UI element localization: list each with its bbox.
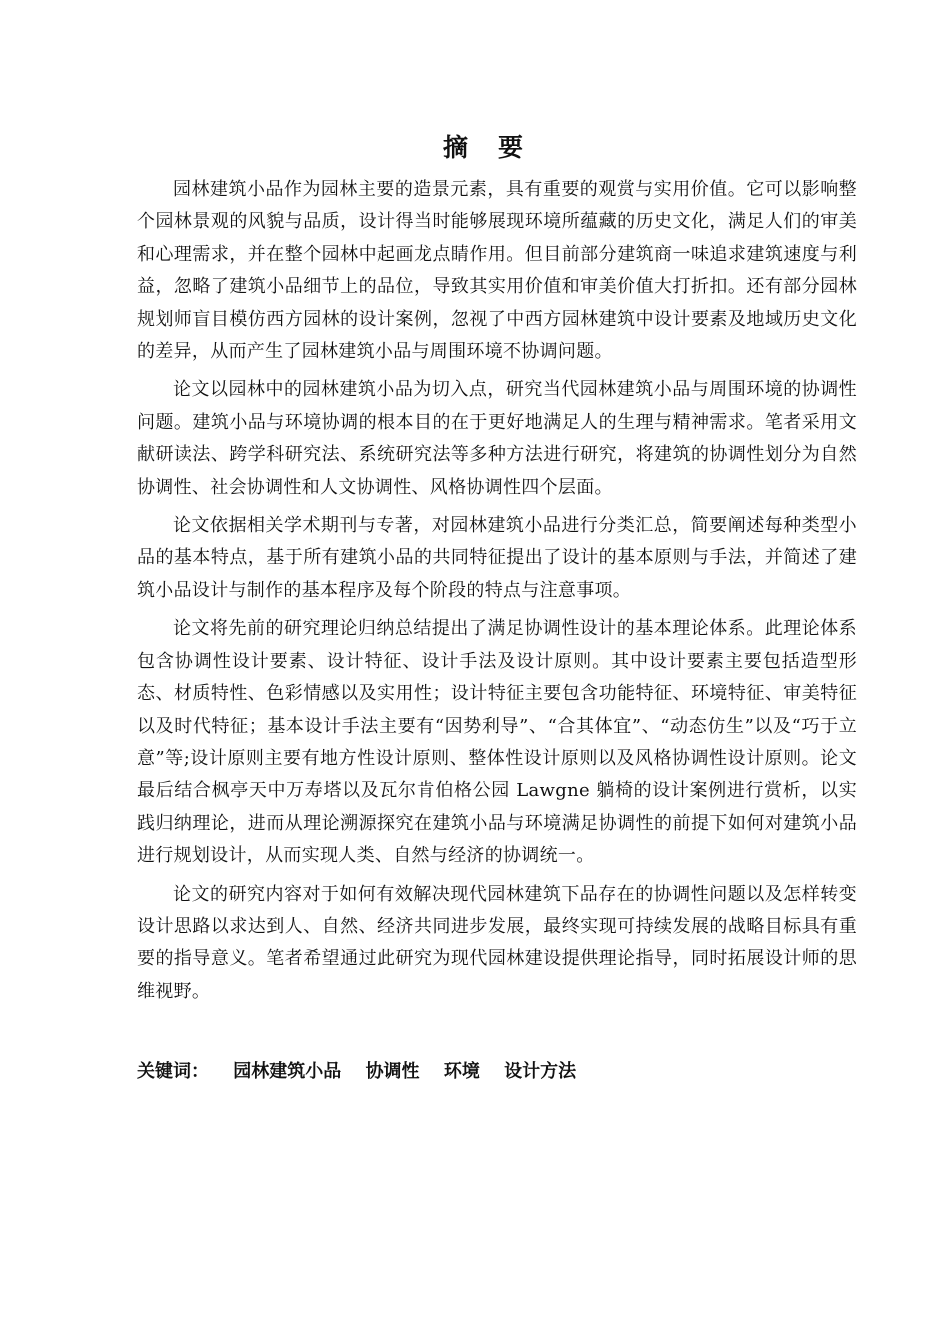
keyword-item: 环境 <box>443 1061 480 1082</box>
abstract-paragraph: 论文的研究内容对于如何有效解决现代园林建筑下品存在的协调性问题以及怎样转变设计思路以求达到人、自然、经济共同进步发展，最终实现可持续发展的战略目标具有重要的指导意义。笔者希望通过此研究为现代园林建设提供理论指导，同时拓展设计师的思维视野。 <box>137 883 857 1002</box>
abstract-paragraph: 论文将先前的研究理论归纳总结提出了满足协调性设计的基本理论体系。此理论体系包含协调性设计要素、设计特征、设计手法及设计原则。其中设计要素主要包括造型形态、材质特性、色彩情感以及实用性；设计特征主要包含功能特征、环境特征、审美特征以及时代特征；基本设计手法主要有“因势利导”、“合其体宜”、“动态仿生”以及“巧于立意”等;设计原则主要有地方性设计原则、整体性设计原则以及风格协调性设计原则。论文最后结合枫亭天中万寿塔以及瓦尔肯伯格公园 Lawgne 躺椅的设计案例进行赏析，以实践归纳理论，进而从理论溯源探究在建筑小品与环境满足协调性的前提下如何对建筑小品进行规划设计，从而实现人类、自然与经济的协调统一。 <box>137 618 857 867</box>
abstract-paragraph: 论文以园林中的园林建筑小品为切入点，研究当代园林建筑小品与周围环境的协调性问题。建筑小品与环境协调的根本目的在于更好地满足人的生理与精神需求。笔者采用文献研读法、跨学科研究法、系统研究法等多种方法进行研究，将建筑的协调性划分为自然协调性、社会协调性和人文协调性、风格协调性四个层面。 <box>137 379 857 498</box>
keyword-item: 设计方法 <box>504 1061 577 1082</box>
keyword-item: 园林建筑小品 <box>233 1061 342 1082</box>
keywords-line <box>137 1057 594 1087</box>
keyword-item: 协调性 <box>365 1061 420 1082</box>
abstract-paragraph: 园林建筑小品作为园林主要的造景元素，具有重要的观赏与实用价值。它可以影响整个园林景观的风貌与品质，设计得当时能够展现环境所蕴藏的历史文化，满足人们的审美和心理需求，并在整个园林中起画龙点睛作用。但目前部分建筑商一味追求建筑速度与利益，忽略了建筑小品细节上的品位，导致其实用价值和审美价值大打折扣。还有部分园林规划师盲目模仿西方园林的设计案例，忽视了中西方园林建筑中设计要素及地域历史文化的差异，从而产生了园林建筑小品与周围环境不协调问题。 <box>137 179 857 363</box>
keywords-label: 关键词： <box>137 1061 209 1082</box>
abstract-title: 摘要 <box>442 133 553 162</box>
abstract-paragraph: 论文依据相关学术期刊与专著，对园林建筑小品进行分类汇总，简要阐述每种类型小品的基本特点，基于所有建筑小品的共同特征提出了设计的基本原则与手法，并简述了建筑小品设计与制作的基本程序及每个阶段的特点与注意事项。 <box>137 515 857 601</box>
abstract-body <box>137 174 857 1014</box>
